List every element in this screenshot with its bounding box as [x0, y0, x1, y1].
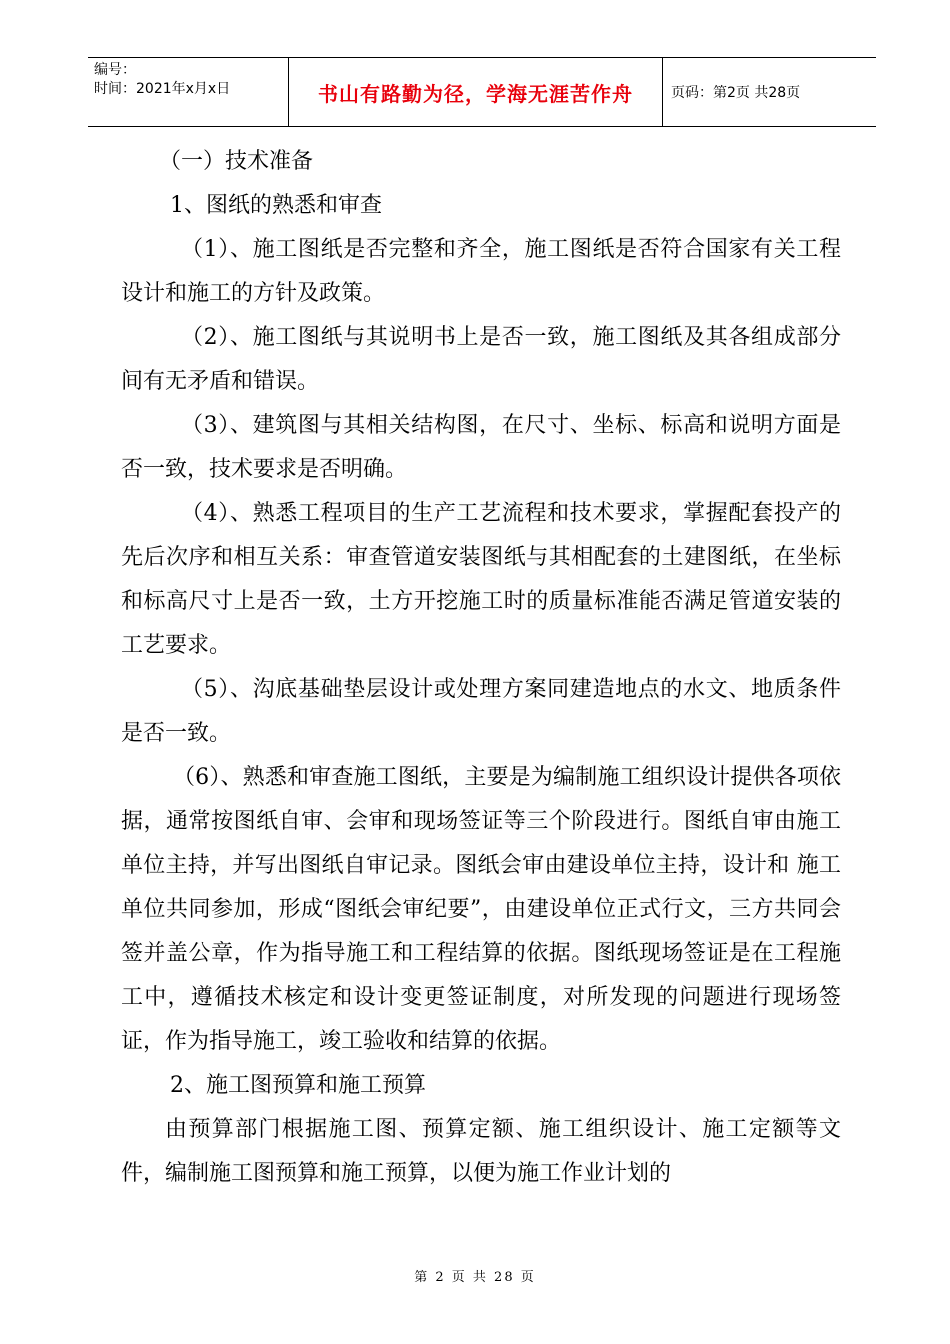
header-motto: 书山有路勤为径，学海无涯苦作舟	[288, 58, 663, 126]
document-time-label: 时间：2021年x月x日	[94, 81, 231, 97]
section-title: （一）技术准备	[159, 149, 314, 174]
page-header	[88, 57, 876, 127]
page-footer: 第 2 页 共 28 页	[414, 1270, 536, 1285]
header-meta	[88, 58, 288, 126]
paragraph-4: （4）、熟悉工程项目的生产工艺流程和技术要求，掌握配套投产的先后次序和相互关系：审查管道安装图纸与其相配套的土建图纸，在坐标和标高尺寸上是否一致，土方开挖施工时的质量标准能否满足管道安装的工艺要求。	[121, 501, 841, 658]
header-page-label: 页码：第2页 共28页	[671, 85, 801, 101]
paragraph-1: （1）、施工图纸是否完整和齐全，施工图纸是否符合国家有关工程设计和施工的方针及政策。	[121, 237, 841, 306]
document-number-label: 编号：	[94, 62, 136, 78]
document-body	[121, 140, 841, 1196]
paragraph-5: （5）、沟底基础垫层设计或处理方案同建造地点的水文、地质条件是否一致。	[121, 677, 841, 746]
subsection-title-2: 2、施工图预算和施工预算	[170, 1073, 426, 1098]
paragraph-2: （2）、施工图纸与其说明书上是否一致，施工图纸及其各组成部分间有无矛盾和错误。	[121, 325, 841, 394]
paragraph-3: （3）、建筑图与其相关结构图，在尺寸、坐标、标高和说明方面是否一致，技术要求是否明确。	[121, 413, 841, 482]
subsection-title-1: 1、图纸的熟悉和审查	[170, 193, 382, 218]
paragraph-7: 由预算部门根据施工图、预算定额、施工组织设计、施工定额等文件，编制施工图预算和施工预算，以便为施工作业计划的	[121, 1117, 841, 1186]
paragraph-6: （6）、熟悉和审查施工图纸，主要是为编制施工组织设计提供各项依据，通常按图纸自审、会审和现场签证等三个阶段进行。图纸自审由施工单位主持，并写出图纸自审记录。图纸会审由建设单位主持，设计和 施工单位共同参加，形成“图纸会审纪要”，由建设单位正式行文，三方共同会签并盖公章，作为指导施工和工程结算的依据。图纸现场签证是在工程施工中，遵循技术核定和设计变更签证制度，对所发现的问题进行现场签证，作为指导施工，竣工验收和结算的依据。	[121, 765, 841, 1054]
